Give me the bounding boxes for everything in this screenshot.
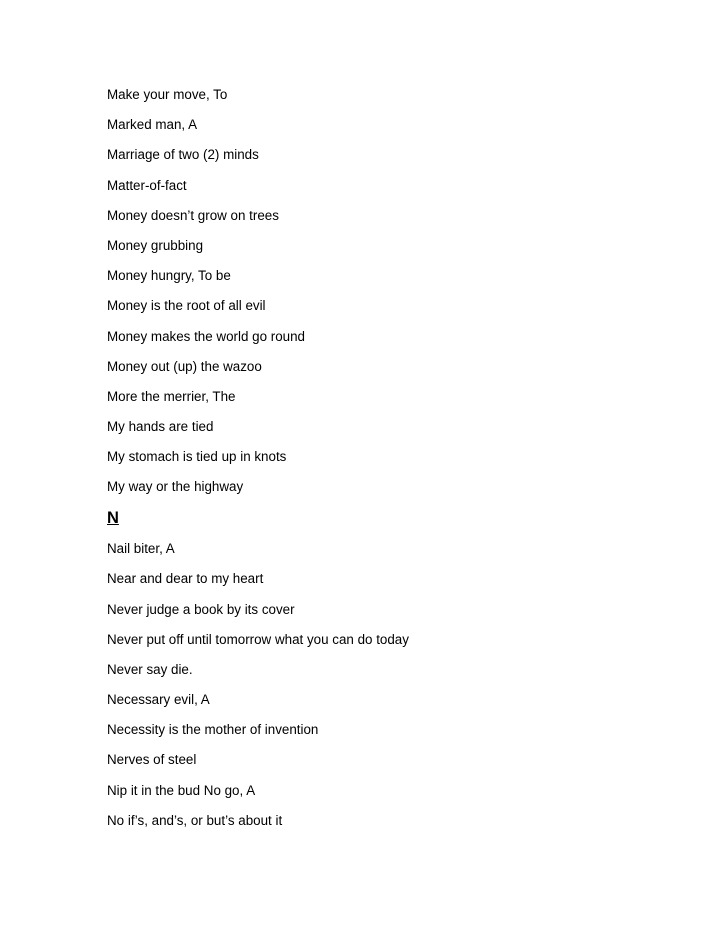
list-item: Necessity is the mother of invention [107, 722, 319, 738]
list-item: My way or the highway [107, 479, 244, 495]
list-item: Near and dear to my heart [107, 571, 264, 587]
list-item: Never say die. [107, 661, 193, 677]
list-item: Money out (up) the wazoo [107, 358, 262, 374]
list-item: Money hungry, To be [107, 268, 231, 284]
list-item: Make your move, To [107, 87, 228, 102]
list-item: Never judge a book by its cover [107, 601, 295, 617]
list-item: Nerves of steel [107, 752, 197, 768]
list-item: Marked man, A [107, 117, 198, 133]
section-heading-n: N [107, 508, 119, 527]
list-item: Never put off until tomorrow what you can do today [107, 631, 409, 647]
list-item: No if’s, and’s, or but’s about it [107, 812, 283, 828]
list-item: Money is the root of all evil [107, 298, 266, 314]
list-item: Marriage of two (2) minds [107, 147, 259, 163]
list-item: My hands are tied [107, 419, 214, 435]
list-item: Money doesn’t grow on trees [107, 207, 279, 223]
list-item: Nail biter, A [107, 541, 175, 557]
list-item: My stomach is tied up in knots [107, 449, 287, 465]
list-item: Money grubbing [107, 237, 204, 253]
list-item: More the merrier, The [107, 388, 236, 404]
list-item: Necessary evil, A [107, 692, 210, 708]
phrase-list [107, 86, 667, 842]
list-item: Nip it in the bud No go, A [107, 782, 256, 798]
list-item: Money makes the world go round [107, 328, 305, 344]
list-item: Matter-of-fact [107, 177, 187, 193]
